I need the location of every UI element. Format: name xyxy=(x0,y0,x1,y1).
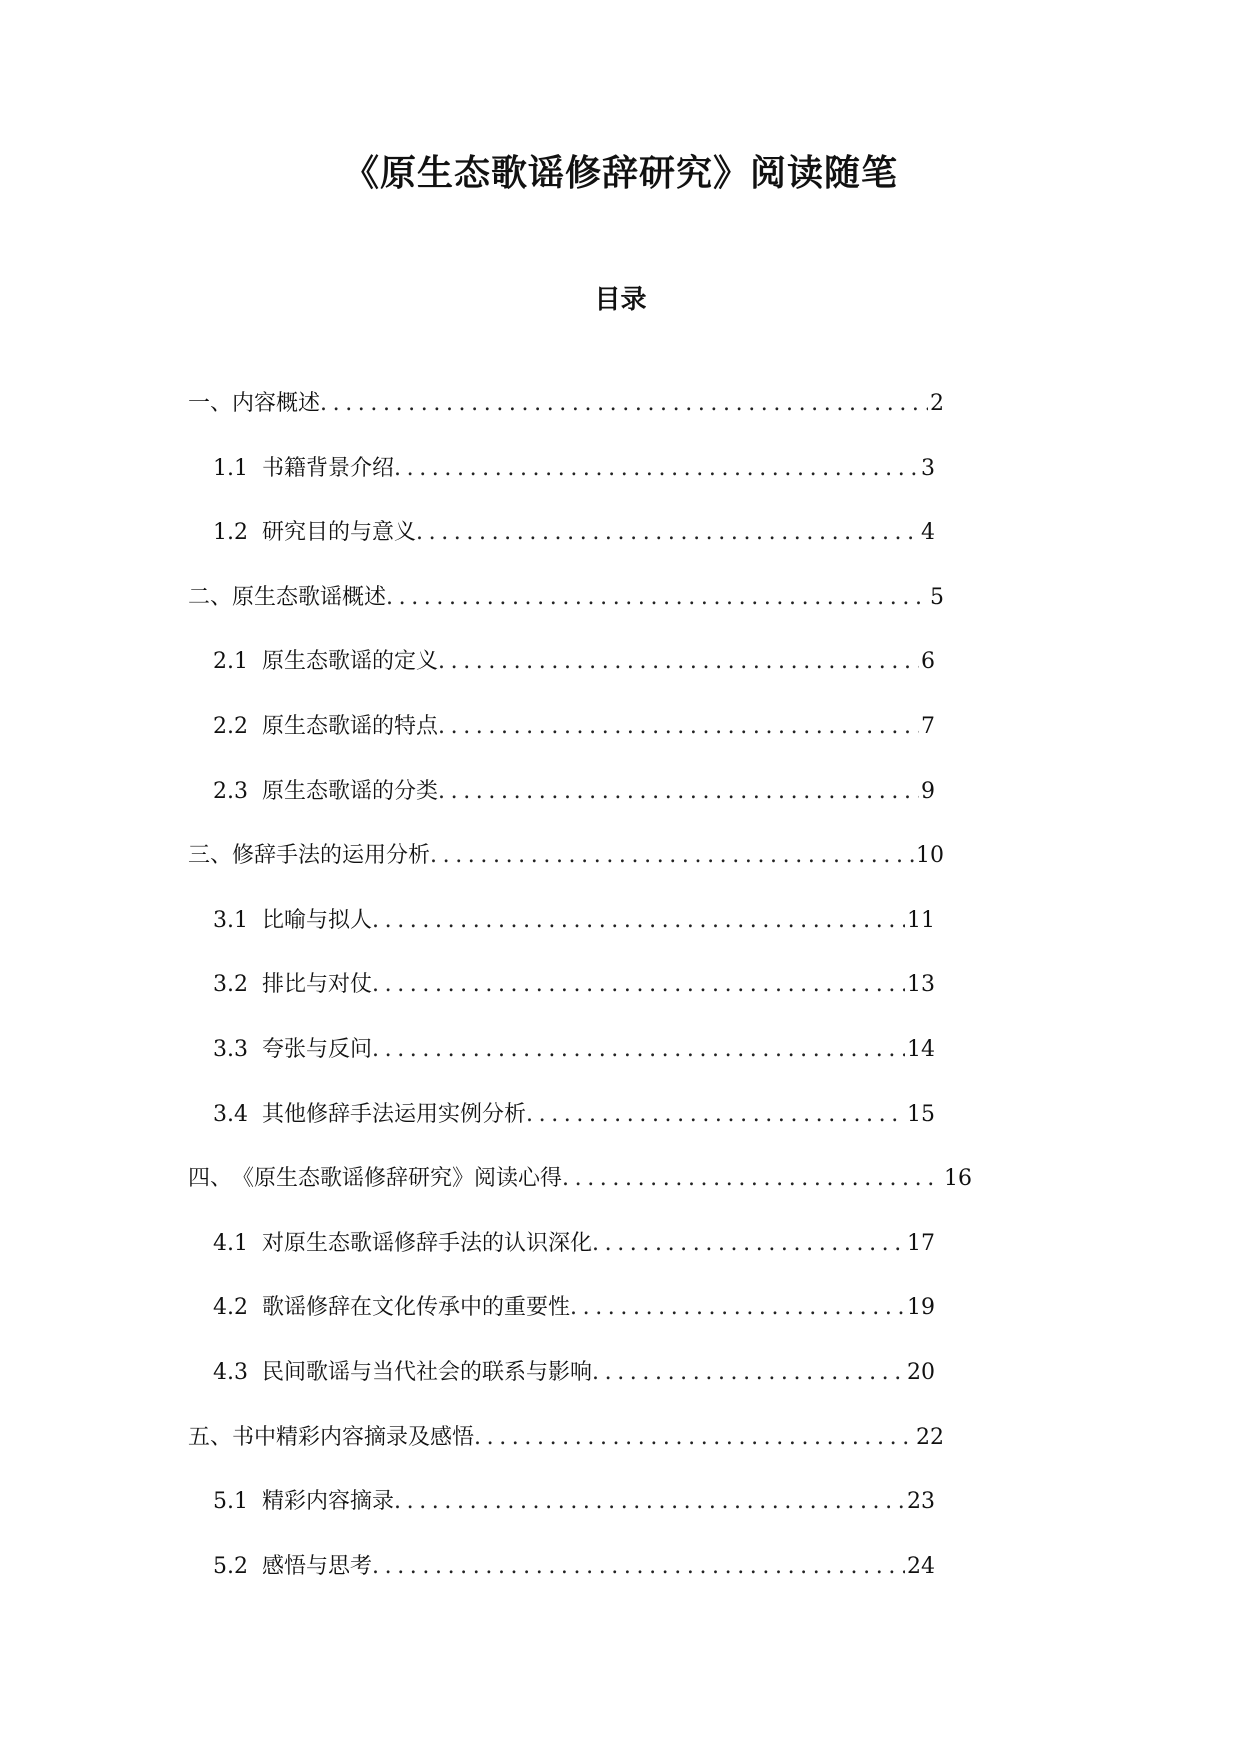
toc-entry[interactable] xyxy=(213,1034,935,1066)
toc-dot-leader xyxy=(372,1551,905,1583)
toc-entry-text: 歌谣修辞在文化传承中的重要性 xyxy=(262,1295,571,1321)
document-title: 《原生态歌谣修辞研究》阅读随笔 xyxy=(342,153,898,194)
toc-entry-page: 17 xyxy=(907,1230,935,1256)
toc-entry-page: 22 xyxy=(916,1424,944,1450)
toc-entry-number: 4.2 xyxy=(213,1295,248,1321)
toc-dot-leader xyxy=(430,840,914,872)
toc-entry-number: 3.2 xyxy=(213,972,248,998)
toc-entry-page: 6 xyxy=(921,649,935,675)
toc-entry-number: 2.3 xyxy=(213,778,248,804)
toc-entry-page: 24 xyxy=(907,1553,935,1579)
toc-entry-page: 7 xyxy=(921,714,935,739)
toc-entry-number: 1.1 xyxy=(213,455,248,481)
toc-dot-leader xyxy=(372,1034,905,1066)
toc-entry[interactable] xyxy=(213,776,935,808)
toc-entry-page: 13 xyxy=(907,972,935,998)
toc-entry-number: 1.2 xyxy=(213,520,248,546)
toc-entry-page: 14 xyxy=(907,1037,935,1062)
toc-entry-text: 《原生态歌谣修辞研究》阅读心得 xyxy=(232,1166,563,1192)
toc-entry-text: 比喻与拟人 xyxy=(262,907,373,933)
toc-entry[interactable] xyxy=(213,1228,935,1260)
toc-entry-text: 排比与对仗 xyxy=(262,972,373,998)
toc-entry[interactable] xyxy=(188,840,944,872)
toc-entry-page: 19 xyxy=(907,1295,935,1321)
toc-entry-text: 研究目的与意义 xyxy=(262,520,417,546)
toc-entry-text: 内容概述 xyxy=(232,391,321,416)
toc-entry[interactable] xyxy=(213,905,935,937)
toc-entry-number: 3.3 xyxy=(213,1037,248,1062)
toc-entry-text: 书中精彩内容摘录及感悟 xyxy=(232,1424,475,1450)
toc-entry[interactable] xyxy=(188,582,944,614)
toc-entry-text: 修辞手法的运用分析 xyxy=(232,843,431,869)
toc-entry-text: 夸张与反问 xyxy=(262,1037,373,1062)
toc-entry-number: 3.1 xyxy=(213,907,248,933)
toc-entry[interactable] xyxy=(188,1422,944,1454)
toc-entry[interactable] xyxy=(213,1292,935,1324)
toc-dot-leader xyxy=(562,1163,942,1195)
toc-entry-page: 15 xyxy=(907,1101,935,1127)
toc-entry-number: 五、 xyxy=(188,1424,233,1450)
toc-entry-number: 2.2 xyxy=(213,714,248,739)
toc-dot-leader xyxy=(474,1422,914,1454)
toc-entry-number: 5.1 xyxy=(213,1489,248,1515)
toc-entry[interactable] xyxy=(213,1486,935,1518)
toc-dot-leader xyxy=(592,1228,905,1260)
toc-dot-leader xyxy=(372,905,905,937)
toc-entry-page: 20 xyxy=(907,1360,935,1385)
toc-dot-leader xyxy=(570,1292,905,1324)
toc-entry-page: 4 xyxy=(921,520,935,546)
toc-entry-number: 2.1 xyxy=(213,649,248,675)
toc-entry[interactable] xyxy=(213,1099,935,1131)
toc-entry-page: 5 xyxy=(930,584,944,610)
toc-entry-text: 书籍背景介绍 xyxy=(262,455,395,481)
toc-entry-page: 11 xyxy=(907,907,935,933)
toc-entry[interactable] xyxy=(213,1551,935,1583)
toc-entry-page: 16 xyxy=(944,1166,972,1192)
toc-entry[interactable] xyxy=(213,453,935,485)
toc-entry-page: 2 xyxy=(930,391,944,416)
toc-dot-leader xyxy=(372,969,905,1001)
toc-entry-text: 民间歌谣与当代社会的联系与影响 xyxy=(262,1360,593,1385)
toc-entry-number: 一、 xyxy=(188,391,233,416)
toc-dot-leader xyxy=(386,582,928,614)
toc-entry-number: 二、 xyxy=(188,584,233,610)
toc-dot-leader xyxy=(394,453,919,485)
toc-heading: 目录 xyxy=(594,285,647,315)
toc-entry-number: 三、 xyxy=(188,843,233,869)
toc-entry[interactable] xyxy=(213,517,935,549)
toc-entry-page: 3 xyxy=(921,455,935,481)
toc-entry[interactable] xyxy=(188,388,944,420)
toc-dot-leader xyxy=(438,711,919,743)
toc-entry-text: 对原生态歌谣修辞手法的认识深化 xyxy=(262,1230,593,1256)
toc-entry-text: 精彩内容摘录 xyxy=(262,1489,395,1515)
toc-entry-text: 原生态歌谣的分类 xyxy=(262,778,439,804)
toc-entry-text: 原生态歌谣的定义 xyxy=(262,649,439,675)
toc-entry-page: 9 xyxy=(921,778,935,804)
toc-entry[interactable] xyxy=(188,1163,972,1195)
toc-entry[interactable] xyxy=(213,1357,935,1389)
toc-entry[interactable] xyxy=(213,711,935,743)
toc-entry[interactable] xyxy=(213,969,935,1001)
toc-entry-number: 5.2 xyxy=(213,1553,248,1579)
toc-dot-leader xyxy=(592,1357,905,1389)
toc-entry-number: 四、 xyxy=(188,1166,233,1192)
toc-dot-leader xyxy=(416,517,919,549)
toc-dot-leader xyxy=(438,646,919,678)
toc-entry-text: 原生态歌谣概述 xyxy=(232,584,387,610)
toc-entry-page: 23 xyxy=(907,1489,935,1515)
toc-entry-text: 其他修辞手法运用实例分析 xyxy=(262,1101,527,1127)
toc-entry-page: 10 xyxy=(916,843,944,869)
toc-entry-text: 感悟与思考 xyxy=(262,1553,373,1579)
toc-entry-number: 4.3 xyxy=(213,1360,248,1385)
toc-dot-leader xyxy=(438,776,919,808)
toc-entry-number: 3.4 xyxy=(213,1101,248,1127)
toc-dot-leader xyxy=(320,388,928,420)
toc-dot-leader xyxy=(394,1486,905,1518)
toc-entry[interactable] xyxy=(213,646,935,678)
toc-dot-leader xyxy=(526,1099,905,1131)
toc-entry-number: 4.1 xyxy=(213,1230,248,1256)
toc-entry-text: 原生态歌谣的特点 xyxy=(262,714,439,739)
